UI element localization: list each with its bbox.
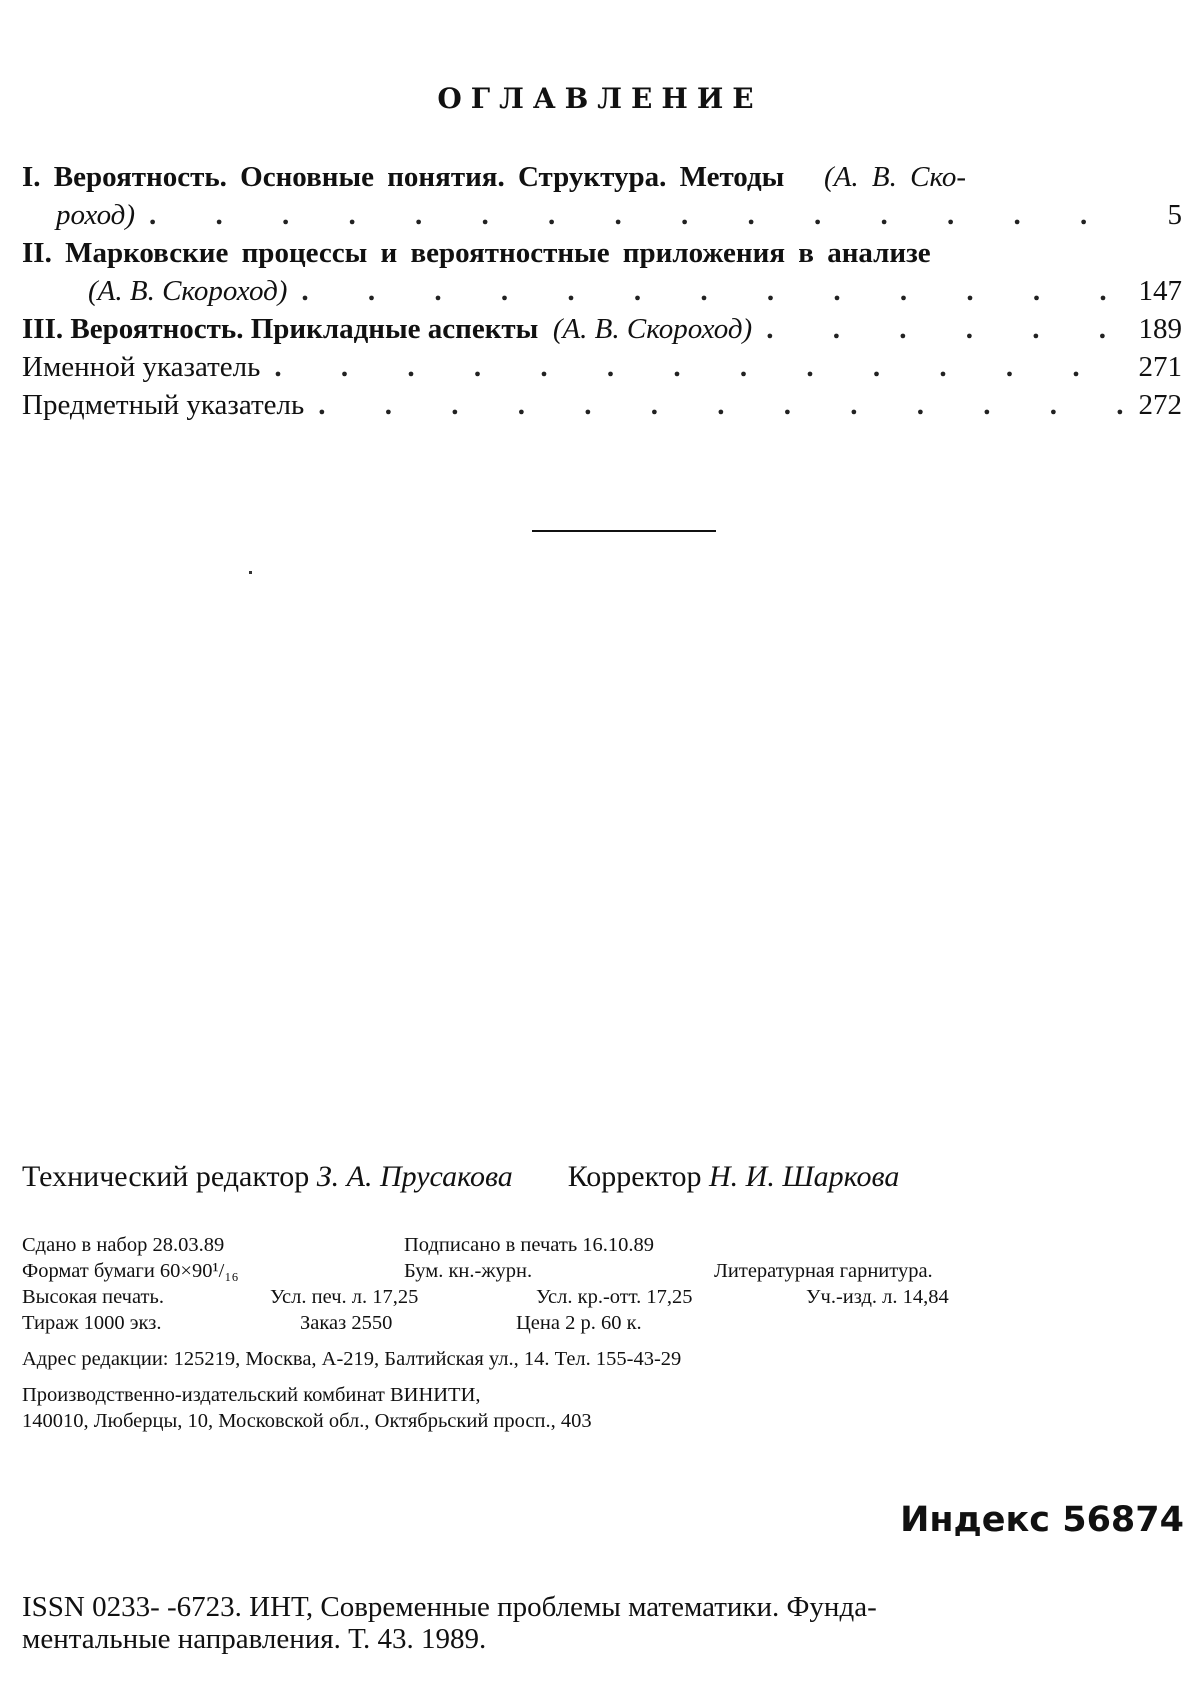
dot-leader — [149, 196, 1136, 234]
toc-entry-title: Именной указатель — [22, 351, 261, 383]
dot-leader — [274, 348, 1132, 386]
toc-entry-title: III. Вероятность. Прикладные аспекты — [22, 313, 539, 345]
imprint-usl-kr: Усл. кр.-отт. 17,25 — [536, 1286, 693, 1308]
issn-line-1: ISSN 0233- -6723. ИНТ, Современные проблемы математики. Фунда- — [22, 1591, 877, 1623]
toc-page-number: 5 — [1167, 199, 1182, 231]
section-divider — [532, 530, 716, 532]
imprint-price: Цена 2 р. 60 к. — [516, 1312, 642, 1334]
toc-page-number: 272 — [1138, 389, 1182, 421]
imprint-zakaz: Заказ 2550 — [300, 1312, 393, 1334]
dot-leader — [318, 386, 1132, 424]
imprint-typeface: Литературная гарнитура. — [714, 1260, 933, 1282]
imprint-publisher-address: 140010, Люберцы, 10, Московской обл., Октябрьский просп., 403 — [22, 1410, 592, 1432]
toc-entry-author-cont: роход) — [56, 199, 136, 231]
index-number: Индекс 56874 — [900, 1500, 1184, 1540]
imprint-signed: Подписано в печать 16.10.89 — [404, 1234, 655, 1256]
toc-entry-3 — [22, 310, 1182, 348]
toc-entry-author: (А. В. Скороход) — [552, 313, 753, 345]
imprint-address: Адрес редакции: 125219, Москва, А-219, Балтийская ул., 14. Тел. 155-43-29 — [22, 1348, 682, 1370]
tech-editor-name: З. А. Прусакова — [316, 1160, 513, 1193]
toc-entry-title: Предметный указатель — [22, 389, 305, 421]
imprint-usl-pech: Усл. печ. л. 17,25 — [270, 1286, 419, 1308]
toc-entry-author: (А. В. Скороход) — [88, 275, 288, 307]
tech-editor-label: Технический редактор — [22, 1160, 310, 1193]
imprint-block — [22, 1232, 1182, 1434]
issn-line — [22, 1591, 1182, 1655]
toc-entry-5 — [22, 386, 1182, 424]
toc-entry-title: I. Вероятность. Основные понятия. Структура. Методы (А. В. Ско- — [22, 161, 967, 193]
imprint-printing: Высокая печать. — [22, 1286, 164, 1308]
toc-page-number: 189 — [1138, 313, 1182, 345]
imprint-publisher: Производственно-издательский комбинат ВИНИТИ, — [22, 1384, 481, 1406]
print-speck — [249, 571, 252, 574]
corrector-label: Корректор — [567, 1160, 702, 1193]
dot-leader — [301, 272, 1132, 310]
toc-page-number: 147 — [1138, 275, 1182, 307]
imprint-format: Формат бумаги 60×90¹/₁₆ — [22, 1260, 239, 1282]
issn-line-2: ментальные направления. Т. 43. 1989. — [22, 1623, 487, 1655]
toc-entry-4 — [22, 348, 1182, 386]
toc-entry-author: (А. В. Ско- — [824, 161, 967, 193]
table-of-contents — [22, 158, 1182, 424]
toc-entry-title: II. Марковские процессы и вероятностные приложения в анализе — [22, 237, 931, 269]
toc-entry-1 — [22, 158, 1182, 234]
credits-line — [22, 1160, 899, 1194]
imprint-tirazh: Тираж 1000 экз. — [22, 1312, 162, 1334]
dot-leader — [766, 310, 1132, 348]
corrector-name: Н. И. Шаркова — [709, 1160, 900, 1193]
imprint-paper: Бум. кн.-журн. — [404, 1260, 533, 1282]
imprint-uch-izd: Уч.-изд. л. 14,84 — [806, 1286, 949, 1308]
toc-entry-2 — [22, 234, 1182, 310]
imprint-sent: Сдано в набор 28.03.89 — [22, 1234, 225, 1256]
toc-page-number: 271 — [1138, 351, 1182, 383]
toc-heading: ОГЛАВЛЕНИЕ — [437, 82, 763, 115]
